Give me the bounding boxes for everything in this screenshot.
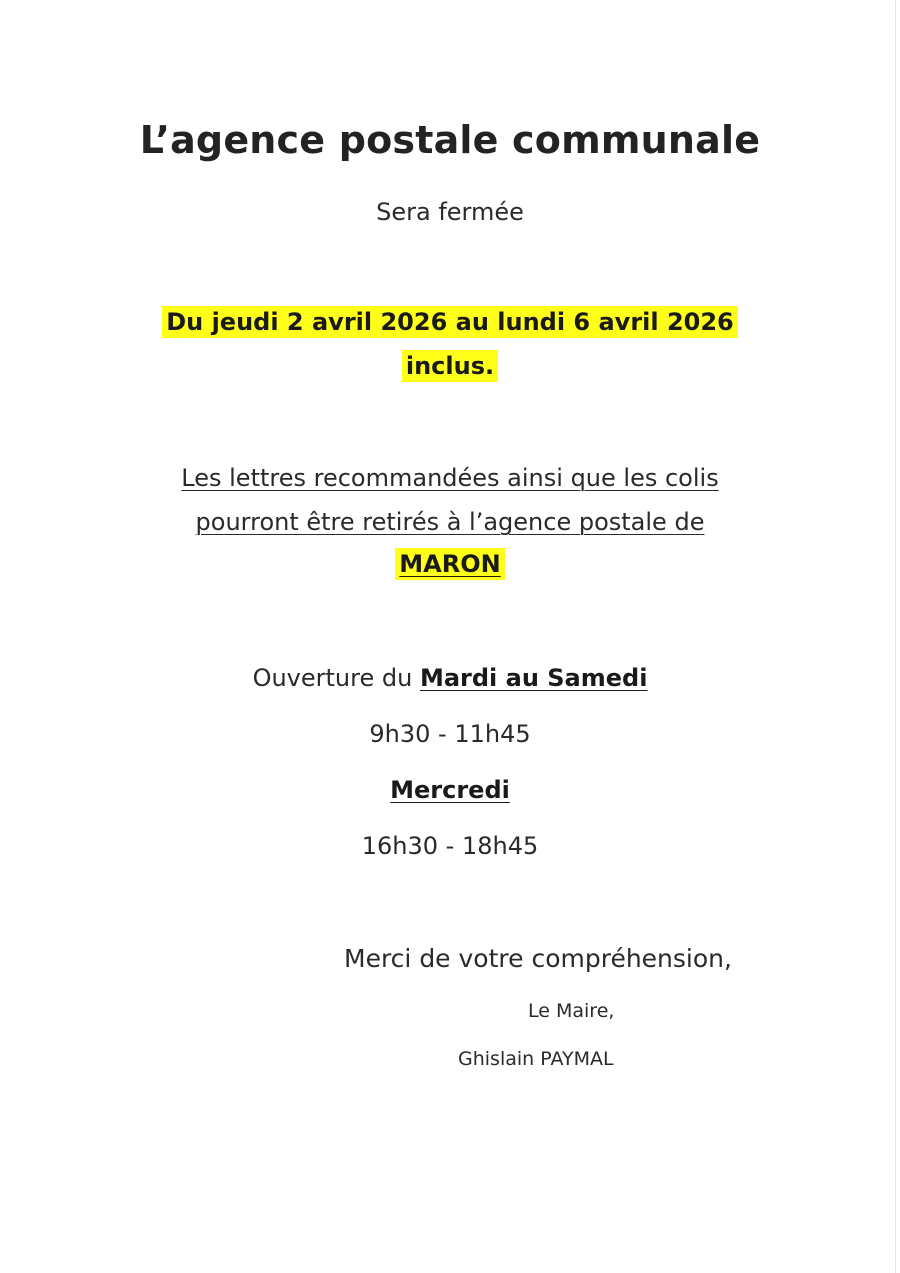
mayor-name: Ghislain PAYMAL [458, 1048, 614, 1070]
afternoon-hours: 16h30 - 18h45 [361, 832, 539, 860]
opening-prefix: Ouverture du [252, 664, 413, 692]
pickup-text-2: pourront être retirés à l’agence postale de [195, 508, 705, 536]
opening-days: Mardi au Samedi [419, 664, 648, 692]
pickup-location: MARON [395, 548, 504, 580]
pickup-location-row [0, 550, 900, 578]
pickup-row-1 [0, 464, 900, 492]
scan-edge-line [895, 0, 896, 1273]
notice-title: L’agence postale communale [139, 118, 761, 162]
pickup-text-1: Les lettres recommandées ainsi que les colis [181, 464, 719, 492]
thanks-message: Merci de votre compréhension, [344, 944, 732, 973]
closure-dates-row-2 [0, 352, 900, 380]
closure-dates-highlight-1: Du jeudi 2 avril 2026 au lundi 6 avril 2026 [162, 306, 738, 338]
special-day: Mercredi [390, 776, 510, 804]
morning-hours: 9h30 - 11h45 [369, 720, 531, 748]
closure-dates-highlight-2: inclus. [402, 350, 498, 382]
opening-days-row [0, 664, 900, 692]
notice-subtitle: Sera fermée [376, 198, 524, 226]
mayor-title: Le Maire, [528, 1000, 615, 1022]
pickup-row-2 [0, 508, 900, 536]
closure-dates-row-1 [0, 308, 900, 336]
